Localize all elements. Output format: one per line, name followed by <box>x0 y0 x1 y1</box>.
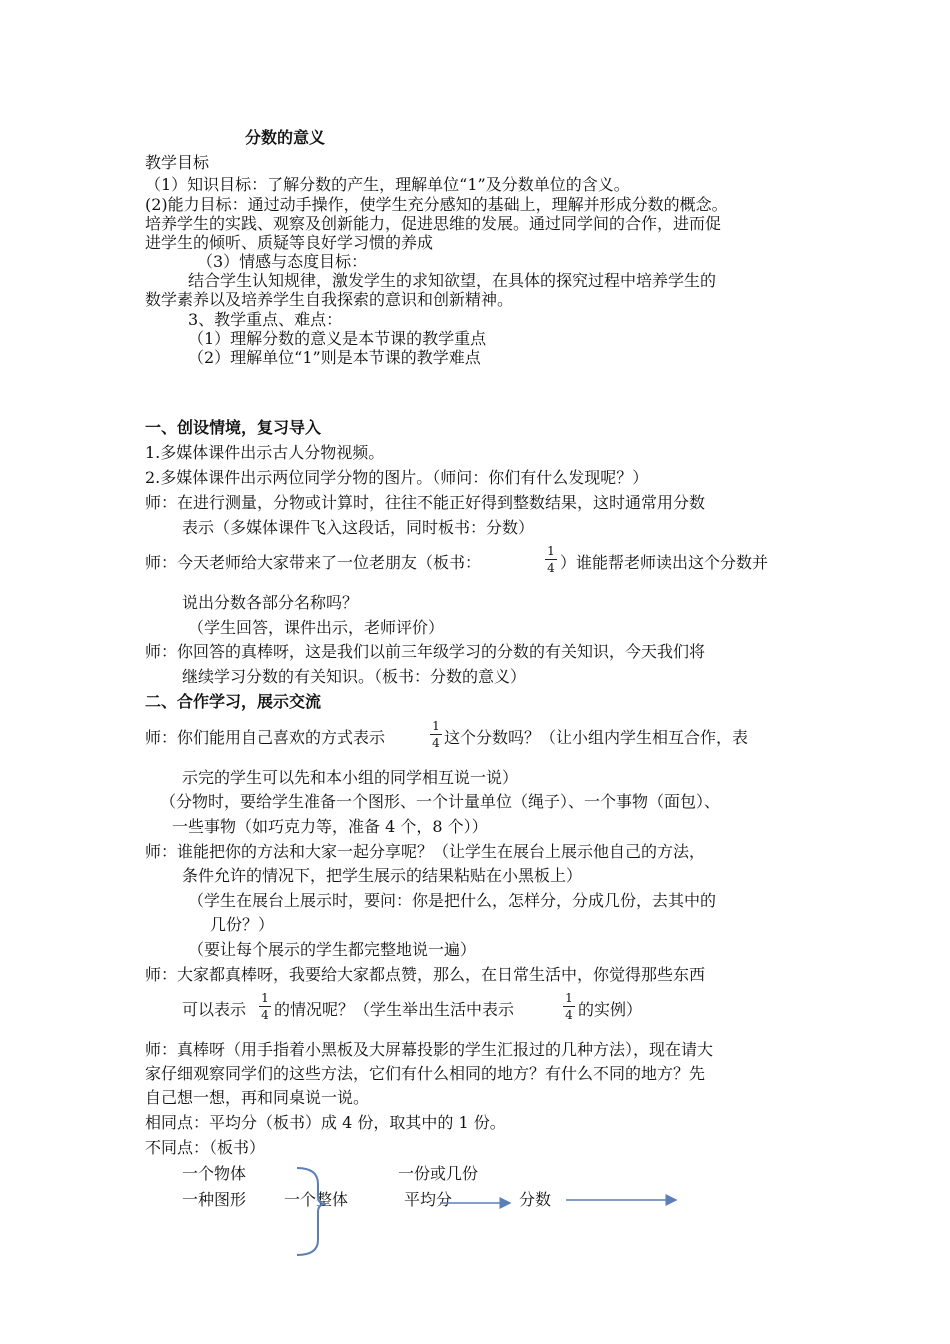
section1-p1: 1.多媒体课件出示古人分物视频。 <box>145 443 385 462</box>
section1-p4-line2: 说出分数各部分名称吗？ <box>182 593 359 612</box>
section1-p6-line2: 继续学习分数的有关知识。（板书：分数的意义） <box>182 667 527 686</box>
goals-heading: 教学目标 <box>145 153 210 172</box>
fraction-numerator: 1 <box>547 544 555 558</box>
goal-ability-line2: 培养学生的实践、观察及创新能力，促进思维的发展。通过同学间的合作，进而促 <box>145 214 722 233</box>
fraction-denominator: 4 <box>565 1008 573 1022</box>
diagram-item-shape: 一种图形 <box>182 1190 247 1209</box>
section2-heading: 二、合作学习，展示交流 <box>145 692 322 711</box>
section2-p1-line1-pre: 师：你们能用自己喜欢的方式表示 <box>145 728 386 747</box>
fraction-denominator: 4 <box>432 736 440 750</box>
diagram-item-object: 一个物体 <box>182 1164 247 1183</box>
section2-p4-line1: （学生在展台上展示时，要问：你是把什么，怎样分，分成几份，去其中的 <box>188 891 717 910</box>
fraction-numerator: 1 <box>432 719 440 733</box>
diagram-average: 平均分 <box>404 1190 453 1209</box>
section1-p4-line1-pre: 师：今天老师给大家带来了一位老朋友（板书： <box>145 553 482 572</box>
section1-p3-line2: 表示（多媒体课件飞入这段话，同时板书：分数） <box>182 518 535 537</box>
section2-p2-line1: （分物时，要给学生准备一个图形、一个计量单位（绳子）、一个事物（面包）、 <box>160 792 721 811</box>
section2-p7-line1: 师：真棒呀（用手指着小黑板及大屏幕投影的学生汇报过的几种方法），现在请大 <box>145 1040 714 1059</box>
fraction-numerator: 1 <box>565 991 573 1005</box>
section2-p5: （要让每个展示的学生都完整地说一遍） <box>188 940 477 959</box>
keypoint-1: （1）理解分数的意义是本节课的教学重点 <box>188 329 487 348</box>
section2-p7-line3: 自己想一想，再和同桌说一说。 <box>145 1088 370 1107</box>
section1-p6-line1: 师：你回答的真棒呀，这是我们以前三年级学习的分数的有关知识，今天我们将 <box>145 642 706 661</box>
goal-emotion-line1: 结合学生认知规律，激发学生的求知欲望，在具体的探究过程中培养学生的 <box>188 271 717 290</box>
diff-point: 不同点：（板书） <box>145 1138 266 1157</box>
section2-p1-line2: 示完的学生可以先和本小组的同学相互说一说） <box>182 768 519 787</box>
section1-p3-line1: 师：在进行测量，分物或计算时，往往不能正好得到整数结果，这时通常用分数 <box>145 493 706 512</box>
section2-p3-line1: 师：谁能把你的方法和大家一起分享呢？（让学生在展台上展示他自己的方法， <box>145 842 706 861</box>
goal-knowledge: （1）知识目标：了解分数的产生，理解单位“1”及分数单位的含义。 <box>145 175 630 194</box>
section2-p6-line2-pre: 可以表示 <box>182 1000 247 1019</box>
page-title: 分数的意义 <box>245 128 326 147</box>
section1-p2: 2.多媒体课件出示两位同学分物的图片。（师问：你们有什么发现呢？） <box>145 468 649 487</box>
section2-p4-line2: 几份？） <box>210 915 275 934</box>
same-point: 相同点：平均分（板书）成 4 份，取其中的 1 份。 <box>145 1113 506 1132</box>
section2-p3-line2: 条件允许的情况下，把学生展示的结果粘贴在小黑板上） <box>182 866 583 885</box>
diagram-brace <box>297 1168 326 1255</box>
fraction-denominator: 4 <box>261 1008 269 1022</box>
keypoint-2: （2）理解单位“1”则是本节课的教学难点 <box>188 348 481 367</box>
diagram-whole: 一个整体 <box>284 1190 349 1209</box>
diagram-result: 分数 <box>519 1190 552 1209</box>
goal-ability-line3: 进学生的倾听、质疑等良好学习惯的养成 <box>145 233 434 252</box>
section2-p6-line2-post: 的实例） <box>578 1000 643 1019</box>
diagram-share: 一份或几份 <box>398 1164 479 1183</box>
keypoints-heading: 3、教学重点、难点： <box>188 310 343 329</box>
section1-p5: （学生回答，课件出示，老师评价） <box>188 618 445 637</box>
fraction-numerator: 1 <box>261 991 269 1005</box>
goal-emotion: （3）情感与态度目标： <box>197 252 368 271</box>
section2-p2-line2: 一些事物（如巧克力等，准备 4 个，8 个）） <box>172 817 488 836</box>
section2-p6-line2-mid: 的情况呢？（学生举出生活中表示 <box>274 1000 515 1019</box>
fraction-denominator: 4 <box>547 561 555 575</box>
goal-emotion-line2: 数学素养以及培养学生自我探索的意识和创新精神。 <box>145 290 514 309</box>
section1-p4-line1-post: ）谁能帮老师读出这个分数并 <box>560 553 769 572</box>
section2-p6-line1: 师：大家都真棒呀，我要给大家都点赞，那么，在日常生活中，你觉得那些东西 <box>145 965 706 984</box>
section1-heading: 一、创设情境，复习导入 <box>145 418 322 437</box>
section2-p1-line1-post: 这个分数吗？（让小组内学生相互合作，表 <box>444 728 749 747</box>
section2-p7-line2: 家仔细观察同学们的这些方法，它们有什么相同的地方？有什么不同的地方？先 <box>145 1064 706 1083</box>
goal-ability-line1: (2)能力目标：通过动手操作，使学生充分感知的基础上，理解并形成分数的概念。 <box>145 195 728 214</box>
